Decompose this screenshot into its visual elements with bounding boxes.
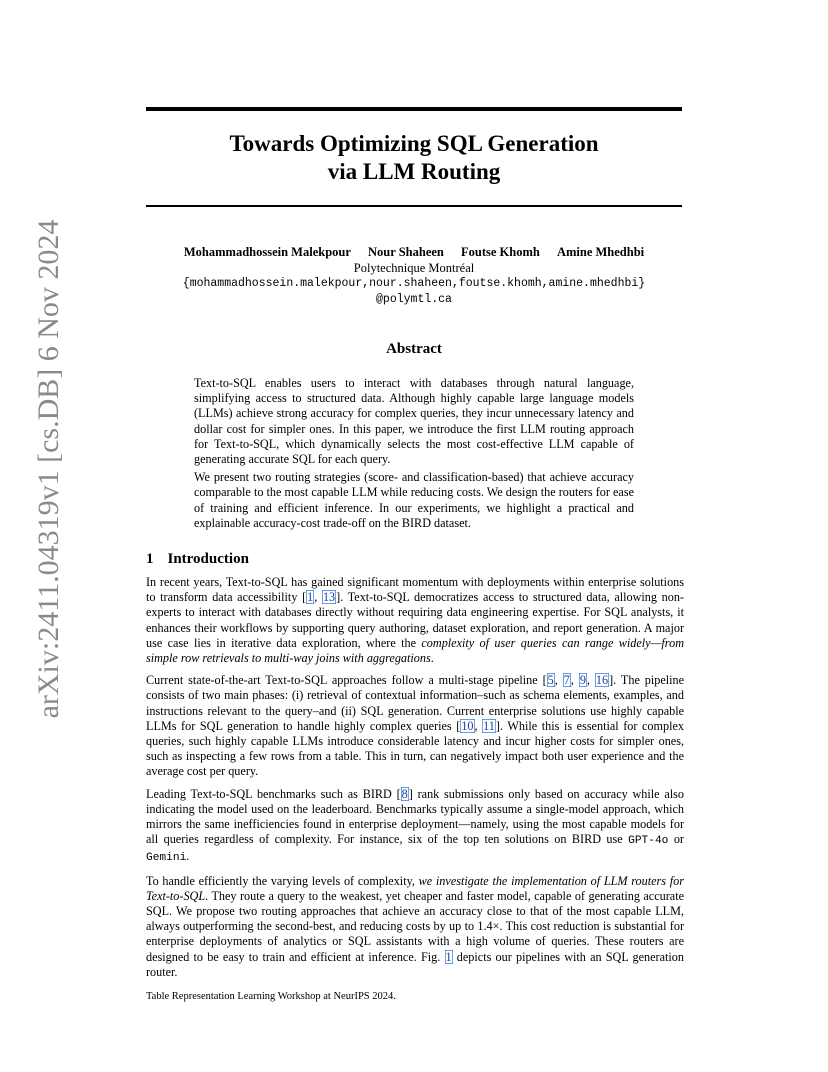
body-paragraph: [146, 874, 684, 980]
author-email-domain: @polymtl.ca: [376, 293, 452, 306]
citation-link[interactable]: 11: [483, 718, 495, 733]
citation-link[interactable]: 10: [461, 718, 474, 733]
text-run: Current state-of-the-art Text-to-SQL approaches follow a multi-stage pipeline [: [146, 673, 547, 688]
abstract-paragraph: Text-to-SQL enables users to interact with databases through natural language, simplifying access to structured data. Although highly capable large language models (LLMs) achieve strong accuracy for complex queries, they incur unnecessary latency and dollar cost for simpler ones. In this paper, we introduce the first LLM routing approach for Text-to-SQL, which dynamically selects the most cost-effective LLM capable of generating accurate SQL for each query.: [194, 376, 634, 467]
citation-link[interactable]: 5: [547, 673, 554, 688]
figure-link[interactable]: 1: [445, 949, 452, 964]
section-title: Introduction: [167, 551, 249, 567]
text-run: . They route a query to the weakest, yet cheaper and faster model, capable of generating accurate SQL. We propose two routing approaches that achieve an accuracy close to that of the most capable LLM, always outperforming the second-best, and reducing costs by up to 1.4×. This cost reduction is substantial for enterprise deployments of analytics or SQL assistants with a high volume of queries. These routers are designed to be easy to train and efficient at inference. Fig.: [146, 888, 684, 964]
author-name: Mohammadhossein Malekpour: [183, 245, 351, 259]
citation-link[interactable]: 1: [307, 590, 314, 605]
title-top-rule: [146, 107, 682, 111]
body-paragraph: [146, 787, 684, 867]
text-run: In recent years, Text-to-SQL has gained significant momentum with deployments within enterprise solutions to transform data accessibility [: [146, 575, 684, 605]
citation-link[interactable]: 8: [401, 786, 408, 801]
section-heading: [146, 551, 249, 568]
text-run: ]. While this is essential for complex queries, such highly capable LLMs introduce considerable latency and incur higher costs for simpler ones, such as inspecting a few rows from a table. This in turn, can negatively impact both user experience and the average cost per query.: [146, 718, 684, 779]
affiliation: Polytechnique Montréal: [353, 261, 475, 275]
title-line-2: via LLM Routing: [327, 159, 501, 184]
author-name: Nour Shaheen: [368, 245, 444, 259]
text-run: To handle efficiently the varying levels of complexity,: [146, 873, 419, 888]
text-run: ]. The pipeline consists of two main phases: (i) retrieval of contextual information–such as schema elements, examples, and instructions relevant to the query–and (ii) SQL generation. Current enterprise solutions use highly capable LLMs for SQL generation to handle highly complex queries [: [146, 673, 685, 733]
title-line-1: Towards Optimizing SQL Generation: [229, 131, 599, 156]
text-run: Leading Text-to-SQL benchmarks such as BIRD [: [146, 786, 401, 801]
text-run: .: [430, 651, 434, 666]
introduction-body: [146, 575, 684, 987]
citation-link[interactable]: 16: [595, 673, 609, 688]
citation-link[interactable]: 13: [322, 590, 336, 605]
model-name-code: GPT-4o: [628, 835, 669, 848]
author-name: Amine Mhedhbi: [556, 245, 645, 259]
emphasis-text: complexity of user queries can range widely—from simple row retrievals to multi-way joins with aggregations: [146, 635, 684, 666]
abstract-heading: Abstract: [386, 341, 442, 357]
paper-title: [146, 130, 682, 186]
section-number: 1: [146, 551, 154, 567]
model-name-code: Gemini: [146, 852, 187, 865]
author-emails: {mohammadhossein.malekpour,nour.shaheen,foutse.khomh,amine.mhedhbi}: [182, 277, 646, 290]
body-paragraph: [146, 575, 684, 666]
body-paragraph: Current state-of-the-art Text-to-SQL approaches follow a multi-stage pipeline [5, 7, 9, 16]. The pipeline consists of two main phases: (i) retrieval of contextual information–such as schema elements, examples, and instructions relevant to the query–and (ii) SQL generation. Current enterprise solutions use highly capable LLMs for SQL generation to handle highly complex queries [10, 11]. While this is essential for complex queries, such highly capable LLMs introduce considerable latency and incur higher costs for simpler ones, such as inspecting a few rows from a table. This in turn, can negatively impact both user experience and the average cost per query.: [146, 673, 685, 779]
citation-link[interactable]: 7: [563, 673, 570, 688]
text-run: or: [668, 832, 684, 847]
author-block: [146, 244, 682, 308]
text-run: ]. Text-to-SQL democratizes access to structured data, allowing non-experts to interact with databases directly without requiring data engineering expertise. For SQL analysts, it enhances their workflows by supporting query authoring, dataset exploration, and report generation. A major use case lies in iterative data exploration, where the: [146, 590, 684, 650]
text-run: depicts our pipelines with an SQL generation router.: [146, 949, 684, 979]
author-name: Foutse Khomh: [461, 245, 540, 259]
arxiv-identifier: arXiv:2411.04319v1 [cs.DB] 6 Nov 2024: [32, 219, 65, 719]
venue-footnote: Table Representation Learning Workshop at NeurIPS 2024.: [146, 991, 396, 1002]
abstract-body: [194, 376, 634, 534]
abstract-paragraph: We present two routing strategies (score- and classification-based) that achieve accuracy comparable to the most capable LLM while reducing costs. We design the routers for ease of training and efficient inference. In our experiments, we highlight a practical and explainable accuracy-cost trade-off on the BIRD dataset.: [194, 470, 634, 530]
title-bottom-rule: [146, 205, 682, 207]
author-names: [146, 244, 682, 260]
text-run: ] rank submissions only based on accuracy while also indicating the model used on the leaderboard. Benchmarks typically assume a single-model approach, which mirrors the same inefficiencies found in enterprise deployment—namely, using the most capable models for all queries regardless of complexity. For instance, six of the top ten solutions on BIRD use: [146, 786, 684, 847]
text-run: .: [186, 849, 190, 864]
text-run: ,: [314, 590, 322, 605]
citation-link[interactable]: 9: [579, 673, 586, 688]
emphasis-text: we investigate the implementation of LLM routers for Text-to-SQL: [146, 873, 684, 903]
